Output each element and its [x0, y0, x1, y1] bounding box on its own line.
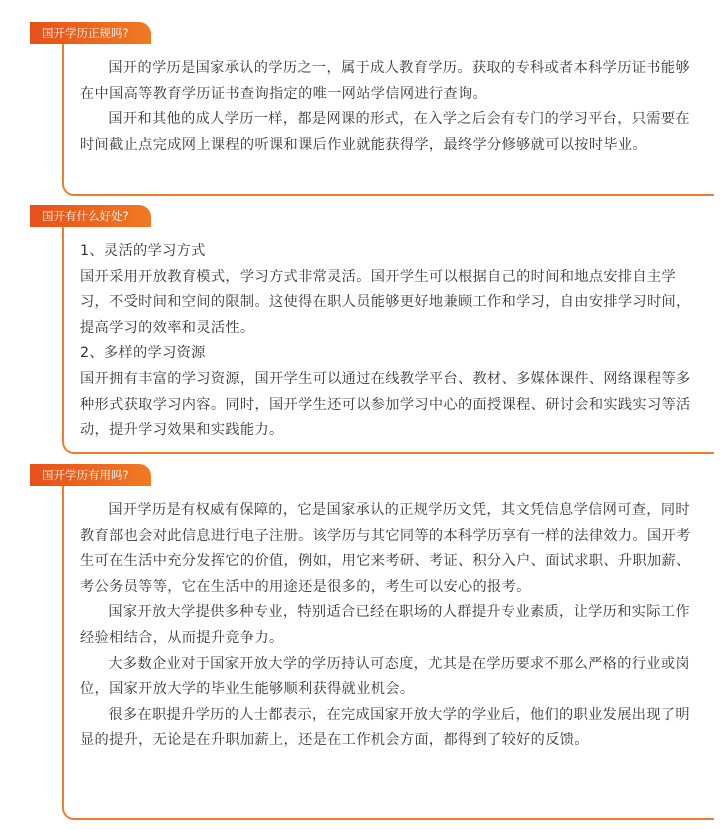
list-heading: 1、灵活的学习方式	[80, 243, 206, 259]
section-usefulness	[30, 464, 714, 820]
section-tag: 国开学历正规吗?	[30, 22, 151, 44]
section-body	[80, 56, 704, 158]
section-body	[80, 239, 704, 444]
paragraph: 国家开放大学提供多种专业，特别适合已经在职场的人群提升专业素质，让学历和实际工作经验相结合，从而提升竞争力。	[80, 604, 690, 646]
section-tag: 国开有什么好处?	[30, 205, 151, 227]
paragraph: 国开的学历是国家承认的学历之一，属于成人教育学历。获取的专科或者本科学历证书能够在中国高等教育学历证书查询指定的唯一网站学信网进行查询。	[80, 60, 690, 102]
paragraph: 大多数企业对于国家开放大学的学历持认可态度，尤其是在学历要求不那么严格的行业或岗位，国家开放大学的毕业生能够顺利获得就业机会。	[80, 655, 690, 698]
paragraph: 国开和其他的成人学历一样，都是网课的形式，在入学之后会有专门的学习平台，只需要在时间截止点完成网上课程的听课和课后作业就能获得学，最终学分修够就可以按时毕业。	[80, 111, 690, 153]
section-diploma-legitimacy	[30, 22, 714, 196]
paragraph: 国开拥有丰富的学习资源，国开学生可以通过在线教学平台、教材、多媒体课件、网络课程等多种形式获取学习内容。同时，国开学生还可以参加学习中心的面授课程、研讨会和实践实习等活动，提升学习效果和实践能力。	[80, 370, 691, 439]
paragraph: 国开学历是有权威有保障的，它是国家承认的正规学历文凭，其文凭信息学信网可查，同时教育部也会对此信息进行电子注册。该学历与其它同等的本科学历享有一样的法律效力。国开考生可在生活中充分发挥它的价值，例如，用它来考研、考证、积分入户、面试求职、升职加薪、考公务员等等，它在生活中的用途还是很多的，考生可以安心的报考。	[80, 502, 691, 595]
paragraph: 国开采用开放教育模式，学习方式非常灵活。国开学生可以根据自己的时间和地点安排自主学习，不受时间和空间的限制。这使得在职人员能够更好地兼顾工作和学习，自由安排学习时间，提高学习的效率和灵活性。	[80, 268, 691, 336]
section-tag: 国开学历有用吗?	[30, 464, 151, 486]
paragraph: 很多在职提升学历的人士都表示，在完成国家开放大学的学业后，他们的职业发展出现了明显的提升，无论是在升职加薪上，还是在工作机会方面，都得到了较好的反馈。	[80, 706, 690, 749]
section-body	[80, 498, 704, 754]
list-heading: 2、多样的学习资源	[80, 345, 206, 362]
section-benefits	[30, 205, 714, 454]
